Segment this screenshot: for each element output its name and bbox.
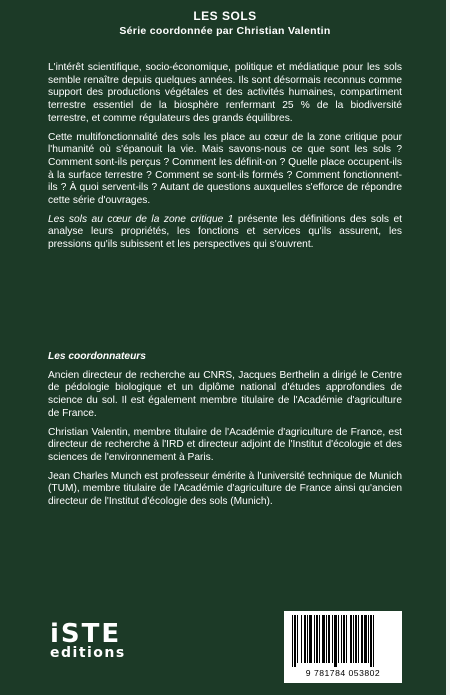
barcode-bar [346, 615, 347, 663]
barcode-bar [350, 615, 352, 663]
intro-paragraph: Cette multifonctionnalité des sols les place au cœur de la zone critique pour l'humanité où s'épanouit la vie. Mais savons-nous ce que sont les sols ? Comment sont-ils perçus ? Comment les définit-on ? Quelle place occupent-ils à la surface terrestre ? Comment se sont-ils formés ? Comment fonctionnent-ils ? À quoi servent-ils ? Autant de questions auxquelles s'efforce de répondre cette série d'ouvrages. [48, 131, 402, 207]
coordinators-heading: Les coordonnateurs [48, 351, 146, 362]
barcode-bar [319, 615, 320, 663]
barcode-bar [322, 615, 325, 663]
coordinator-bio: Jean Charles Munch est professeur émérite à l'université technique de Munich (TUM), membre titulaire de l'Académie d'agriculture de France ainsi qu'ancien directeur de l'Institut d'écologie des sols (Munich). [48, 470, 402, 508]
barcode-bar [314, 615, 315, 663]
barcode-bar [332, 615, 333, 663]
barcode-bar [316, 615, 318, 663]
intro-paragraph [48, 214, 402, 252]
barcode-bar [328, 615, 330, 663]
barcode-bar [301, 615, 302, 663]
barcode-bar [304, 615, 306, 663]
barcode-bar [361, 615, 363, 663]
coordinators-section [48, 351, 402, 515]
barcode-bar [334, 615, 337, 667]
series-subtitle: Série coordonnée par Christian Valentin [119, 25, 331, 37]
series-header [0, 9, 450, 38]
coordinator-bio: Ancien directeur de recherche au CNRS, Jacques Berthelin a dirigé le Centre de pédologie biologique et un diplôme national d'études approfondies de science du sol. Il est également membre titulaire de l'Académie d'agriculture de France. [48, 369, 402, 419]
coordinator-bio: Christian Valentin, membre titulaire de l'Académie d'agriculture de France, est directeur de recherche à l'IRD et directeur adjoint de l'Institut d'écologie et des sciences de l'environnement à Paris. [48, 426, 402, 463]
intro-text [48, 62, 402, 258]
barcode-bar [355, 615, 357, 663]
barcode-bar [358, 615, 359, 663]
barcode-bar [373, 615, 374, 667]
series-title: LES SOLS [193, 9, 257, 23]
book-title: Les sols au cœur de la zone critique 1 [48, 213, 234, 225]
barcode-bar [370, 615, 372, 667]
barcode-bar [364, 615, 367, 663]
isbn-number: 9 781784 053802 [305, 668, 381, 678]
barcode-bar [353, 615, 354, 663]
barcode-icon [290, 615, 396, 667]
iste-editions-logo [50, 620, 150, 670]
barcode-bar [309, 615, 312, 663]
logo-wordmark: iSTE [50, 619, 122, 649]
barcode-bar [297, 615, 298, 663]
isbn-barcode [284, 611, 402, 683]
barcode-bar [368, 615, 369, 663]
barcode-bar [343, 615, 345, 663]
page-edge [446, 0, 450, 695]
barcode-bar [294, 615, 296, 667]
barcode-bar [292, 615, 293, 667]
barcode-bar [338, 615, 339, 663]
intro-paragraph: L'intérêt scientifique, socio-économique, politique et médiatique pour les sols semble renaître depuis quelques années. Ils sont désormais reconnus comme support des productions végétales et des activités humaines, compartiment terrestre essentiel de la biosphère renfermant 25 % de la biodiversité terrestre, et comme régulateurs des grands équilibres. [48, 62, 402, 124]
barcode-bar [307, 615, 308, 663]
barcode-bar [341, 615, 342, 663]
logo-subtitle: editions [50, 645, 126, 661]
book-summary: présente les définitions des sols et analyse leurs propriétés, les fonctions et services qu'ils assurent, les pressions qu'ils subissent et les perspectives qui s'ouvrent. [48, 213, 402, 251]
barcode-bar [326, 615, 327, 663]
